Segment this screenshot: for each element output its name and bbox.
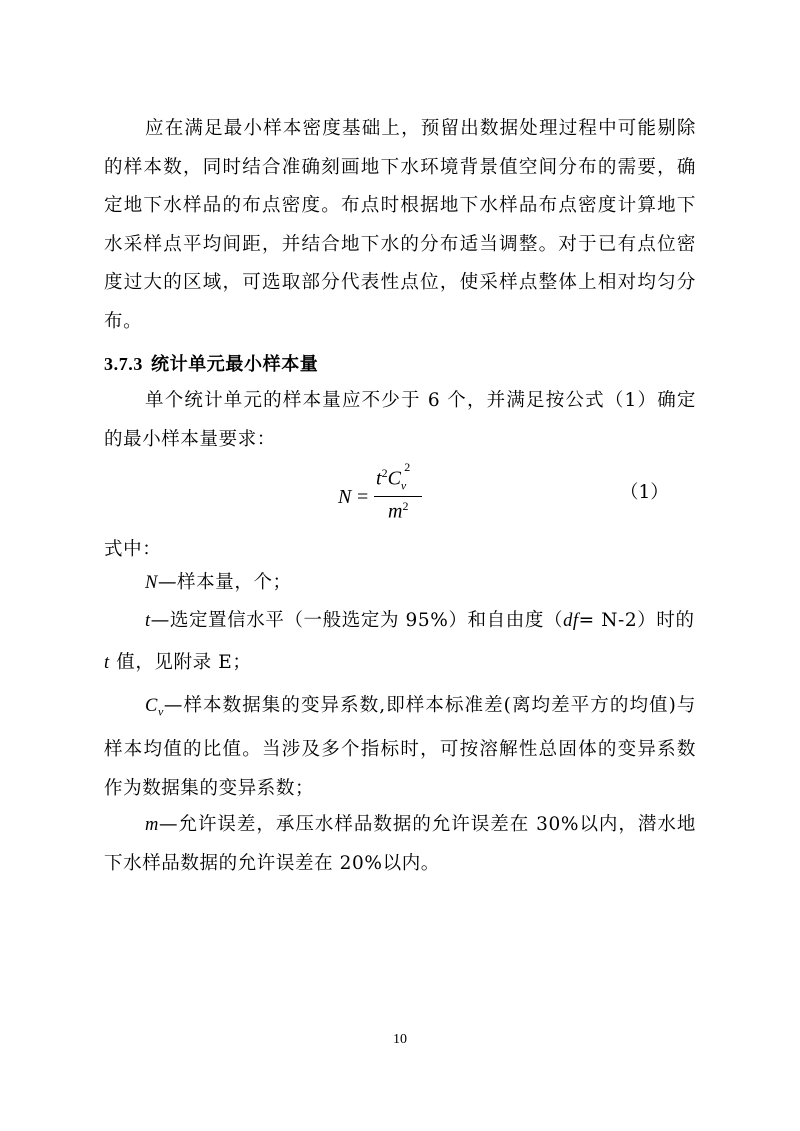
definition-n: N—样本量，个； (145, 572, 292, 593)
formula-denominator: $m^2$ (388, 499, 409, 523)
definition-m: m—允许误差，承压水样品数据的允许误差在 30%以内，潜水地下水样品数据的允许误差在 20%以内。 (104, 814, 696, 874)
paragraph-text: 应在满足最小样本密度基础上，预留出数据处理过程中可能剔除的样本数，同时结合准确刻画地下水环境背景值空间分布的需要，确定地下水样品的布点密度。布点时根据地下水样品布点密度计算地下水采样点平均间距，并结合地下水的分布适当调整。对于已有点位密度过大的区域，可选取部分代表性点位，使采样点整体上相对均匀分布。 (104, 118, 696, 332)
section-title: 统计单元最小样本量 (151, 354, 319, 375)
section-number: 3.7.3 (104, 354, 143, 374)
definition-t: t—选定置信水平（一般选定为 95%）和自由度（df= N-2）时的 (145, 610, 695, 631)
body-paragraph-sampling-density (104, 110, 696, 341)
where-label: 式中： (104, 539, 162, 560)
body-paragraph-min-sample (104, 382, 696, 459)
equation-number: （1） (620, 482, 669, 503)
section-heading (104, 349, 318, 380)
definition-cv: $C_v—$样本数据集的变异系数,即样本标准差(离均差平方的均值)与样本均值的比值。当涉及多个指标时，可按溶解性总固体的变异系数作为数据集的变异系数； (104, 695, 696, 799)
formula-numerator: $t^2C_v^2$ (376, 460, 411, 493)
fraction-bar (374, 496, 422, 497)
formula-lhs: N (338, 486, 352, 508)
page-number: 10 (393, 1032, 407, 1047)
paragraph-text: 单个统计单元的样本量应不少于 6 个，并满足按公式（1）确定的最小样本量要求： (104, 390, 696, 450)
formula-equals: = (357, 486, 369, 508)
definition-t-cont: t 值，见附录 E； (104, 652, 252, 673)
sample-size-formula (338, 460, 458, 536)
